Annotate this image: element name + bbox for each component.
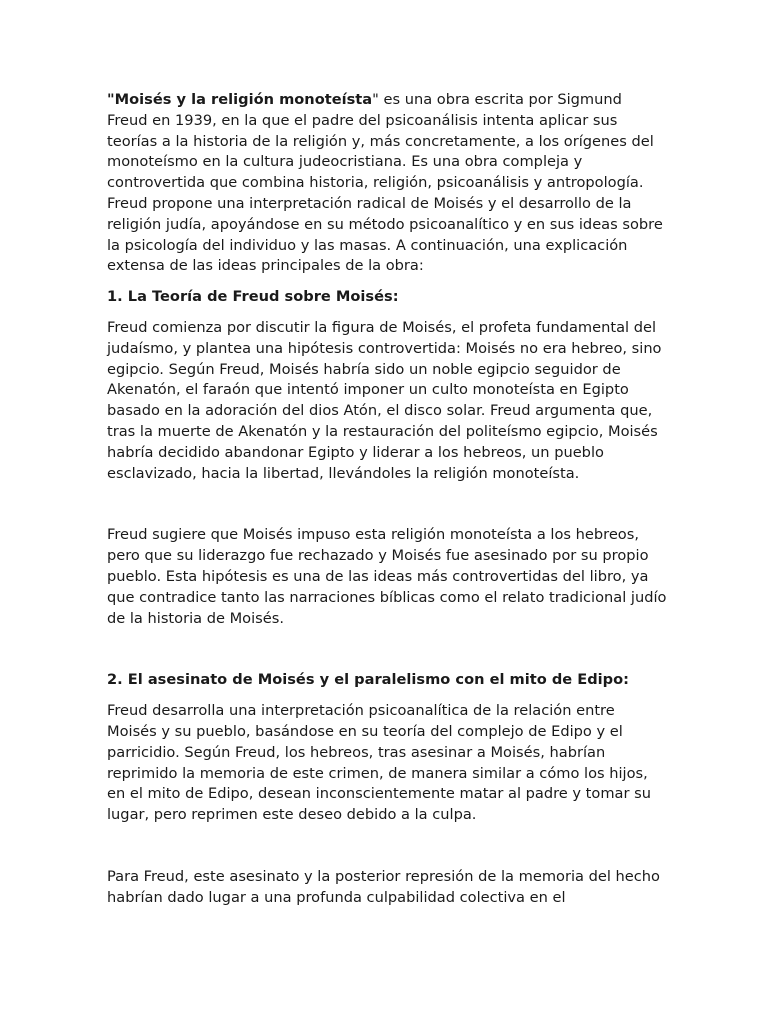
paragraph-spacer — [107, 836, 667, 867]
section-1-heading: 1. La Teoría de Freud sobre Moisés: — [107, 288, 399, 306]
intro-paragraph — [107, 90, 667, 277]
section-1-paragraph-1: Freud comienza por discutir la figura de Moisés, el profeta fundamental del judaísmo, y plantea una hipótesis controvertida: Moisés no era hebreo, sino egipcio. Según Freud, Moisés habría sido un noble egipcio seguidor de Akenatón, el faraón que intentó imponer un culto monoteísta en Egipto basado en la adoración del dios Atón, el disco solar. Freud argumenta que, tras la muerte de Akenatón y la restauración del politeísmo egipcio, Moisés habría decidido abandonar Egipto y liderar a los hebreos, un pueblo esclavizado, hacia la libertad, llevándoles la religión monoteísta. — [107, 318, 662, 482]
section-2-paragraph-2: Para Freud, este asesinato y la posterior represión de la memoria del hecho habrían dado lugar a una profunda culpabilidad colectiva en el — [107, 867, 660, 906]
section-2-heading: 2. El asesinato de Moisés y el paralelismo con el mito de Edipo: — [107, 671, 629, 689]
work-title: "Moisés y la religión monoteísta — [107, 91, 373, 108]
section-1-paragraph-2: Freud sugiere que Moisés impuso esta religión monoteísta a los hebreos, pero que su liderazgo fue rechazado y Moisés fue asesinado por su propio pueblo. Esta hipótesis es una de las ideas más controvertidas del libro, ya que contradice tanto las narraciones bíblicas como el relato tradicional judío de la historia de Moisés. — [107, 526, 667, 627]
paragraph-spacer — [107, 494, 667, 525]
title-quote-end: " — [372, 91, 379, 108]
section-2-paragraph-1: Freud desarrolla una interpretación psicoanalítica de la relación entre Moisés y su pueblo, basándose en su teoría del complejo de Edipo y el parricidio. Según Freud, los hebreos, tras asesinar a Moisés, habrían reprimido la memoria de este crimen, de manera similar a cómo los hijos, en el mito de Edipo, desean inconscientemente matar al padre y tomar su lugar, pero reprimen este deseo debido a la culpa. — [107, 702, 651, 824]
document-page — [107, 90, 667, 919]
paragraph-spacer — [107, 639, 667, 670]
intro-text: es una obra escrita por Sigmund Freud en 1939, en la que el padre del psicoanálisis intenta aplicar sus teorías a la historia de la religión y, más concretamente, a los orígenes del monoteísmo en la cultura judeocristiana. Es una obra compleja y controvertida que combina historia, religión, psicoanálisis y antropología. Freud propone una interpretación radical de Moisés y el desarrollo de la religión judía, apoyándose en su método psicoanalítico y en sus ideas sobre la psicología del individuo y las masas. A continuación, una explicación extensa de las ideas principales de la obra: — [107, 91, 663, 275]
